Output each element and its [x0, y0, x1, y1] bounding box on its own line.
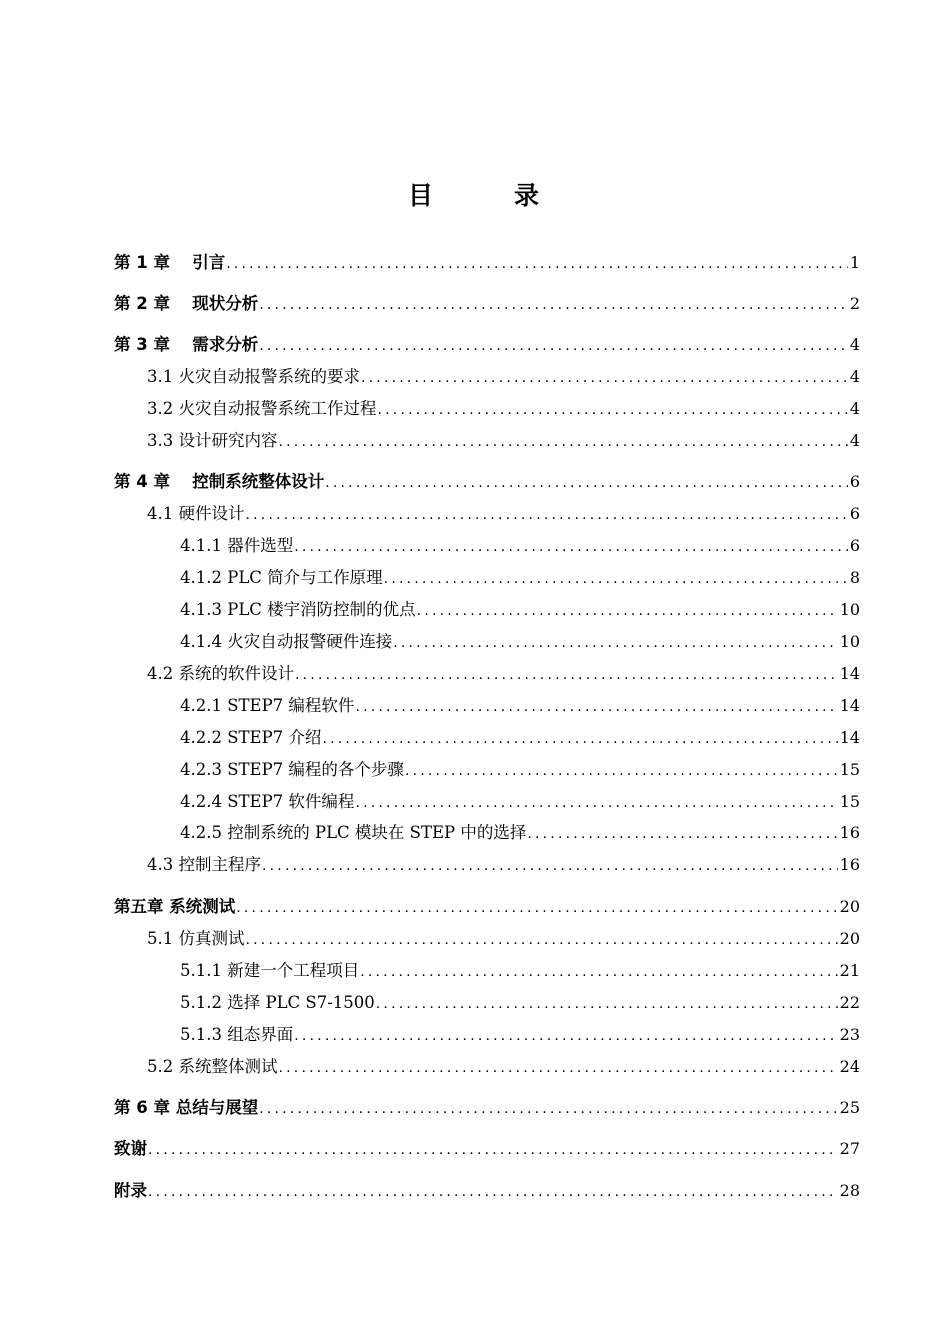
toc-entry[interactable]: [180, 989, 860, 1013]
toc-leader-dots: [279, 1060, 838, 1076]
toc-entry-page: 27: [839, 1139, 860, 1158]
toc-entry-page: 14: [839, 728, 860, 747]
toc-entry-label: 3.2 火灾自动报警系统工作过程: [147, 399, 377, 418]
toc-entry-page: 4: [849, 367, 860, 386]
toc-entry-label: 3.3 设计研究内容: [147, 431, 278, 450]
toc-entry-label: 4.1.1 器件选型: [180, 536, 294, 555]
toc-entry[interactable]: [114, 893, 860, 917]
toc-entry-label: 第 2 章 现状分析: [114, 294, 259, 313]
toc-entry-page: 6: [849, 472, 860, 491]
toc-entry-page: 16: [839, 823, 860, 842]
toc-entry-label: 4.2.3 STEP7 编程的各个步骤: [180, 760, 404, 779]
toc-entry-label: 4.1.2 PLC 简介与工作原理: [180, 568, 383, 587]
toc-entry-label: 4.2.5 控制系统的 PLC 模块在 STEP 中的选择: [180, 823, 527, 842]
toc-entry-label: 4.2.1 STEP7 编程软件: [180, 696, 355, 715]
toc-leader-dots: [417, 603, 838, 619]
toc-entry-page: 15: [839, 792, 860, 811]
toc-entry-page: 23: [839, 1025, 860, 1044]
toc-entry[interactable]: [147, 660, 860, 684]
toc-entry-page: 6: [849, 536, 860, 555]
toc-entry[interactable]: [114, 331, 860, 355]
toc-entry-page: 10: [839, 600, 860, 619]
toc-leader-dots: [376, 996, 838, 1012]
toc-entry[interactable]: [147, 500, 860, 524]
toc-entry-page: 25: [839, 1098, 860, 1117]
toc-entry[interactable]: [147, 363, 860, 387]
toc-entry[interactable]: [180, 1021, 860, 1045]
toc-entry-page: 16: [839, 855, 860, 874]
toc-entry-page: 14: [839, 696, 860, 715]
toc-leader-dots: [322, 731, 837, 747]
toc-leader-dots: [325, 475, 848, 491]
toc-entry[interactable]: [114, 1094, 860, 1118]
toc-leader-dots: [226, 256, 848, 272]
toc-entry[interactable]: [114, 290, 860, 314]
toc-leader-dots: [360, 964, 837, 980]
toc-leader-dots: [361, 370, 848, 386]
toc-leader-dots: [355, 795, 837, 811]
toc-entry-page: 6: [849, 504, 860, 523]
toc-entry-page: 28: [839, 1181, 860, 1200]
toc-leader-dots: [259, 1101, 837, 1117]
toc-entry-label: 4.1.3 PLC 楼宇消防控制的优点: [180, 600, 416, 619]
toc-entry[interactable]: [114, 468, 860, 492]
toc-leader-dots: [279, 434, 848, 450]
toc-entry[interactable]: [147, 851, 860, 875]
toc-leader-dots: [294, 1028, 837, 1044]
toc-entry-label: 4.1 硬件设计: [147, 504, 245, 523]
toc-leader-dots: [393, 635, 837, 651]
toc-entry-label: 5.2 系统整体测试: [147, 1057, 278, 1076]
toc-entry-page: 20: [839, 929, 860, 948]
toc-entry-label: 4.2.2 STEP7 介绍: [180, 728, 322, 747]
toc-leader-dots: [259, 338, 848, 354]
toc-entry[interactable]: [180, 819, 860, 843]
toc-leader-dots: [527, 826, 837, 842]
toc-entry-page: 2: [849, 294, 860, 313]
toc-entry[interactable]: [147, 395, 860, 419]
toc-leader-dots: [405, 763, 838, 779]
toc-leader-dots: [148, 1184, 838, 1200]
toc-entry[interactable]: [180, 957, 860, 981]
toc-entry-page: 1: [849, 253, 860, 272]
toc-entry-label: 第 6 章 总结与展望: [114, 1098, 259, 1117]
toc-leader-dots: [384, 571, 848, 587]
toc-entry-label: 5.1.1 新建一个工程项目: [180, 961, 360, 980]
toc-entry-label: 5.1 仿真测试: [147, 929, 245, 948]
toc-entry-page: 8: [849, 568, 860, 587]
toc-entry-label: 4.2.4 STEP7 软件编程: [180, 792, 355, 811]
toc-leader-dots: [295, 667, 838, 683]
toc-entry-page: 4: [849, 431, 860, 450]
toc-entry-page: 21: [839, 961, 860, 980]
toc-entry-page: 4: [849, 399, 860, 418]
toc-entry[interactable]: [114, 1135, 860, 1159]
toc-entry-page: 10: [839, 632, 860, 651]
toc-entry-page: 14: [839, 664, 860, 683]
toc-entry-label: 第 1 章 引言: [114, 253, 226, 272]
toc-entry-page: 22: [839, 993, 860, 1012]
toc-entry[interactable]: [147, 427, 860, 451]
toc-entry[interactable]: [180, 724, 860, 748]
toc-entry-label: 3.1 火灾自动报警系统的要求: [147, 367, 360, 386]
toc-entry-page: 24: [839, 1057, 860, 1076]
toc-entry-label: 第 3 章 需求分析: [114, 335, 259, 354]
toc-entry[interactable]: [180, 788, 860, 812]
page-title: 目 录: [407, 181, 567, 210]
toc-leader-dots: [355, 699, 837, 715]
toc-entry[interactable]: [180, 532, 860, 556]
toc-entry[interactable]: [147, 1053, 860, 1077]
toc-entry-label: 第五章 系统测试: [114, 897, 236, 916]
toc-entry[interactable]: [180, 564, 860, 588]
toc-entry[interactable]: [114, 249, 860, 273]
toc-leader-dots: [262, 858, 838, 874]
toc-entry-label: 第 4 章 控制系统整体设计: [114, 472, 325, 491]
toc-entry-label: 附录: [114, 1181, 147, 1200]
toc-entry-label: 5.1.2 选择 PLC S7-1500: [180, 993, 375, 1012]
toc-leader-dots: [148, 1142, 838, 1158]
toc-entry[interactable]: [180, 596, 860, 620]
toc-entry[interactable]: [180, 628, 860, 652]
toc-entry-label: 4.1.4 火灾自动报警硬件连接: [180, 632, 393, 651]
toc-leader-dots: [246, 932, 838, 948]
toc-entry-page: 4: [849, 335, 860, 354]
toc-entry-label: 4.3 控制主程序: [147, 855, 261, 874]
toc-entry[interactable]: [180, 756, 860, 780]
toc-entry-label: 致谢: [114, 1139, 147, 1158]
toc-entry[interactable]: [147, 925, 860, 949]
toc-leader-dots: [294, 539, 848, 555]
toc-leader-dots: [378, 402, 848, 418]
toc-entry-page: 15: [839, 760, 860, 779]
toc-leader-dots: [246, 507, 848, 523]
toc-entry-page: 20: [839, 897, 860, 916]
toc-leader-dots: [236, 900, 837, 916]
toc-leader-dots: [259, 297, 848, 313]
toc-entry[interactable]: [114, 1177, 860, 1201]
toc-entry-label: 4.2 系统的软件设计: [147, 664, 294, 683]
toc-entry-label: 5.1.3 组态界面: [180, 1025, 294, 1044]
toc-entry[interactable]: [180, 692, 860, 716]
